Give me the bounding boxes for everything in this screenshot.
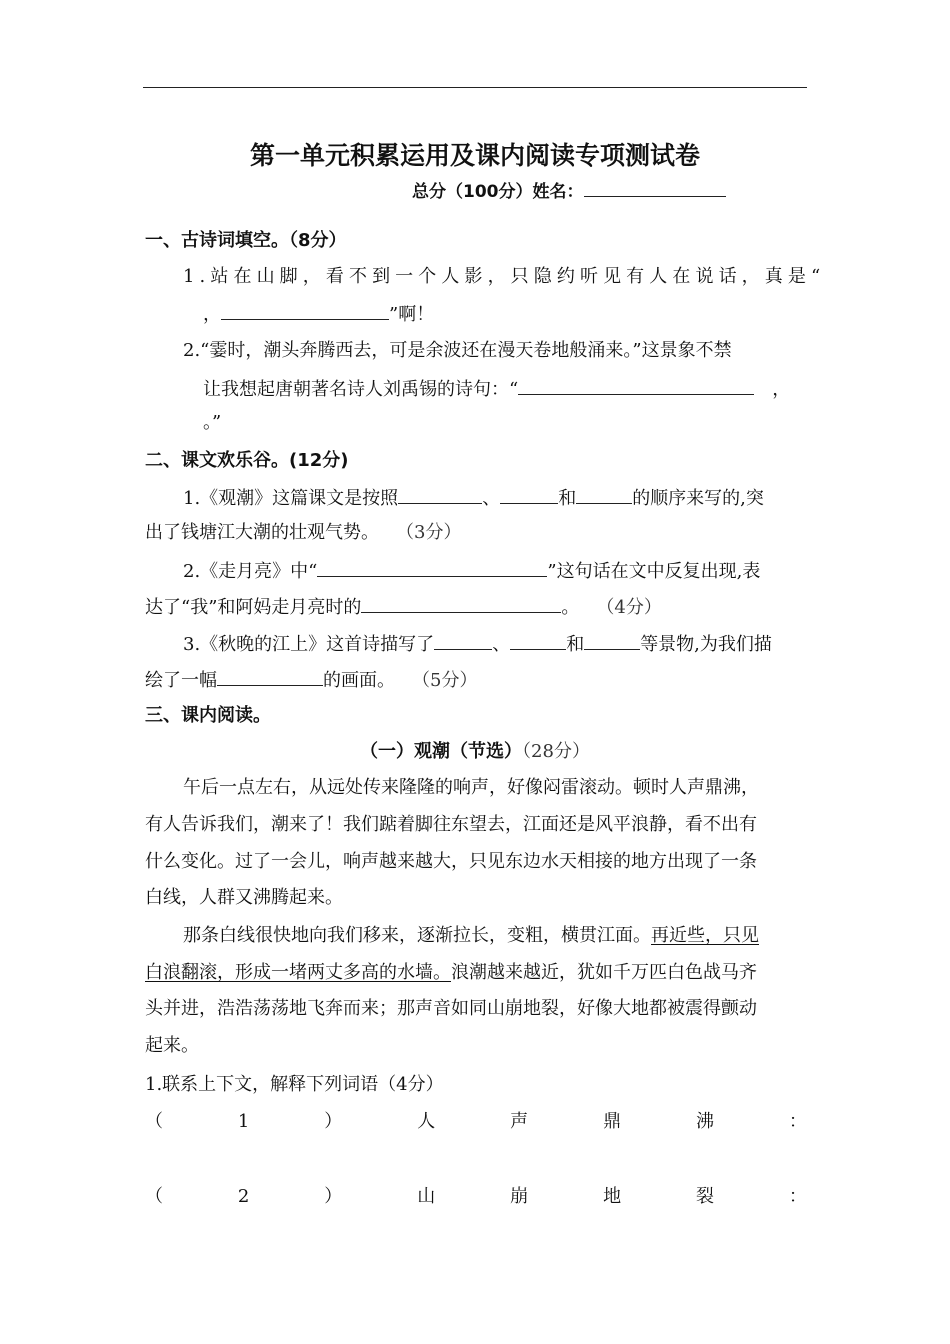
s2-q2-blank2[interactable] bbox=[361, 594, 561, 613]
passage-p1-line4: 白线，人群又沸腾起来。 bbox=[145, 887, 343, 908]
s1-q2-line1: 2.“霎时，潮头奔腾西去，可是余波还在漫天卷地般涌来。”这景象不禁 bbox=[183, 340, 732, 361]
underlined-sentence-part2: 白浪翻滚，形成一堵两丈多高的水墙。 bbox=[145, 962, 451, 983]
passage-p1-line1: 午后一点左右，从远处传来隆隆的响声，好像闷雷滚动。顿时人声鼎沸， bbox=[183, 777, 759, 798]
reading-q1-heading: 1.联系上下文，解释下列词语（4分） bbox=[145, 1074, 444, 1095]
passage-p2-line3: 头并进，浩浩荡荡地飞奔而来；那声音如同山崩地裂，好像大地都被震得颤动 bbox=[145, 998, 757, 1019]
s2-q3-line1: 3.《秋晚的江上》这首诗描写了 、 和 等景物,为我们描 bbox=[183, 631, 807, 657]
section1-heading: 一、古诗词填空。（8分） bbox=[145, 230, 347, 251]
s1-q1-line1: 1.站在山脚，看不到一个人影，只隐约听见有人在说话，真是“ bbox=[183, 266, 826, 287]
underlined-sentence-part1: 再近些，只见 bbox=[651, 925, 759, 946]
page-title: 第一单元积累运用及课内阅读专项测试卷 bbox=[249, 141, 700, 170]
s2-q3-blank3[interactable] bbox=[584, 631, 640, 650]
name-blank[interactable] bbox=[584, 178, 726, 197]
s2-q3-blank1[interactable] bbox=[434, 631, 492, 650]
s2-q3-line2: 绘了一幅 的画面。 （5分） bbox=[145, 667, 807, 693]
passage-p1-line2: 有人告诉我们，潮来了！我们踮着脚往东望去，江面还是风平浪静，看不出有 bbox=[145, 814, 757, 835]
section3-heading: 三、课内阅读。 bbox=[145, 705, 271, 726]
s1-q1-line2: ， ”啊！ bbox=[203, 301, 807, 327]
s2-q1-line2: 出了钱塘江大潮的壮观气势。 （3分） bbox=[145, 522, 462, 543]
reading-q1-item1: （ 1 ） 人 声 鼎 沸 ： bbox=[145, 1111, 807, 1132]
s2-q1-blank1[interactable] bbox=[398, 485, 482, 504]
s2-q1-line1: 1.《观潮》这篇课文是按照 、 和 的顺序来写的,突 bbox=[183, 485, 807, 511]
s2-q1-blank2[interactable] bbox=[500, 485, 558, 504]
s2-q1-blank3[interactable] bbox=[576, 485, 632, 504]
passage-p2-line4: 起来。 bbox=[145, 1035, 199, 1056]
score-name-line bbox=[412, 177, 726, 202]
total-score-label: 总分（100分）姓名： bbox=[412, 182, 584, 202]
s1-q2-line3: 。” bbox=[203, 412, 222, 433]
reading-subheading: （一）观潮（节选）（28分） bbox=[360, 741, 590, 762]
passage-p2-line1: 那条白线很快地向我们移来，逐渐拉长，变粗，横贯江面。再近些，只见 bbox=[183, 925, 759, 946]
s2-q2-blank1[interactable] bbox=[317, 558, 547, 577]
s2-q2-line2: 达了“我”和阿妈走月亮时的 。 （4分） bbox=[145, 594, 807, 620]
s1-q2-line2: 让我想起唐朝著名诗人刘禹锡的诗句：“ ， bbox=[203, 376, 807, 402]
s2-q3-blank2[interactable] bbox=[510, 631, 566, 650]
s2-q3-blank4[interactable] bbox=[217, 667, 323, 686]
reading-q1-item2: （ 2 ） 山 崩 地 裂 ： bbox=[145, 1186, 807, 1207]
s2-q2-line1: 2.《走月亮》中“ ”这句话在文中反复出现,表 bbox=[183, 558, 807, 584]
passage-p2-line2: 白浪翻滚，形成一堵两丈多高的水墙。浪潮越来越近，犹如千万匹白色战马齐 bbox=[145, 962, 757, 983]
s1-q2-blank[interactable] bbox=[518, 376, 754, 395]
header-rule bbox=[143, 87, 807, 88]
passage-p1-line3: 什么变化。过了一会儿，响声越来越大，只见东边水天相接的地方出现了一条 bbox=[145, 851, 757, 872]
section2-heading: 二、课文欢乐谷。(12分) bbox=[145, 450, 349, 471]
s1-q1-blank[interactable] bbox=[221, 301, 389, 320]
